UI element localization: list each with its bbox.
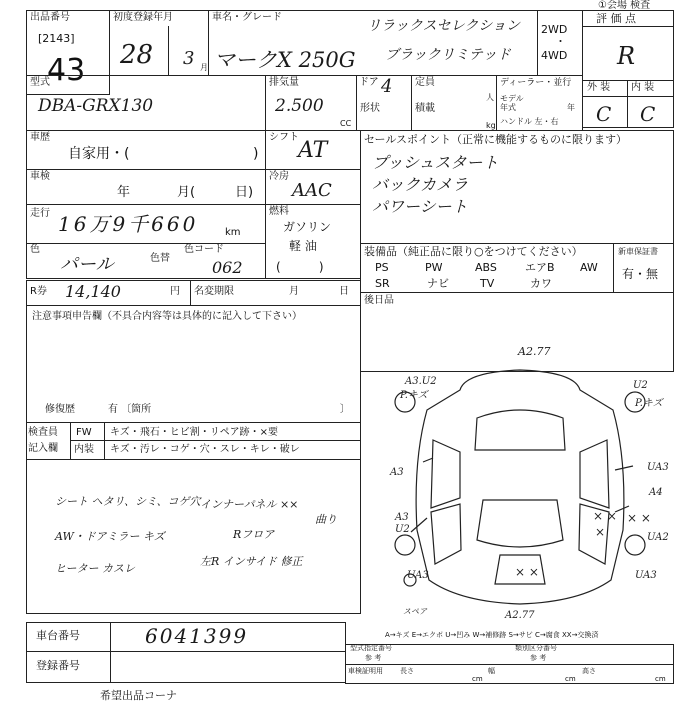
drive-2wd: 2WD <box>541 23 568 36</box>
equip-tv: TV <box>480 277 495 290</box>
mileage-value: 16万9千660 <box>58 212 199 236</box>
shape-label: 形状 <box>360 103 380 114</box>
first-reg-label: 初度登録年月 <box>113 12 173 23</box>
reg-label: 登録番号 <box>36 659 80 672</box>
inspector-row2-text: キズ・汚レ・コゲ・穴・スレ・キレ・破レ <box>110 444 300 455</box>
recycle-unit: 円 <box>170 286 180 297</box>
equip-ps: PS <box>375 261 389 274</box>
inspector-label2: 記入欄 <box>28 443 58 454</box>
type-label: 型式 <box>30 77 50 88</box>
ext-label: 外 装 <box>587 82 611 93</box>
int-grade: C <box>640 102 656 126</box>
shift-label: シフト <box>269 132 299 143</box>
color-code-value: 062 <box>212 258 243 277</box>
grade-line2: ブラックリミテッド <box>385 47 511 63</box>
color-change-label: 色替 <box>150 253 170 264</box>
ext-grade: C <box>596 102 612 126</box>
disp-value: 2.500 <box>275 96 324 116</box>
first-reg-month: 3 <box>183 48 195 69</box>
note-2: インナーパネル ×× <box>200 498 299 511</box>
grade-line1: リラックスセレクション <box>367 18 521 34</box>
sales-point-2: バックカメラ <box>372 175 469 194</box>
equip-abs: ABS <box>475 261 497 274</box>
mark-ua3-bottom: UA3 <box>635 570 657 581</box>
expiry-day: 日 <box>339 286 349 297</box>
note-6: ヒーター カスレ <box>55 562 136 575</box>
inspection-label: 車検 <box>30 171 50 182</box>
model-year-label2: 年式 <box>500 103 516 112</box>
top-note: ①会場 検査 <box>598 0 651 11</box>
month-unit: 月 <box>200 63 208 72</box>
height-label: 高さ <box>582 667 596 675</box>
drive-4wd: 4WD <box>541 49 568 62</box>
note-3: AW・ドアミラー キズ <box>55 530 165 543</box>
note-1: シート ヘタリ、シミ、コゲ穴 <box>55 495 201 508</box>
chassis-value: 6041399 <box>145 624 249 648</box>
aircon-label: 冷房 <box>269 171 289 182</box>
expiry-month: 月 <box>289 286 299 297</box>
mark-spare: スペア <box>403 607 427 616</box>
equip-pw: PW <box>425 261 443 274</box>
recycle-value: 14,140 <box>65 282 121 301</box>
equip-leather: カワ <box>530 277 552 290</box>
mark-p-left: P.キズ <box>400 390 428 401</box>
diagram-top-mark: A2.77 <box>518 345 551 358</box>
equip-airbag: エアB <box>525 261 555 274</box>
history-close: ) <box>253 146 259 162</box>
inspection-year: 年 <box>117 185 131 200</box>
damage-legend: A→キズ E→エクボ U→凹み W→補修跡 S→サビ C→腐食 XX→交換済 <box>385 631 599 639</box>
capacity-unit: 人 <box>486 93 494 102</box>
eval-score: R <box>617 42 636 70</box>
mark-ua2-right: UA2 <box>647 532 669 543</box>
mark-p-right: P.キズ <box>635 398 663 409</box>
fuel-gas: ガソリン <box>283 220 332 234</box>
inspector-row1-tag: FW <box>76 427 92 438</box>
color-label: 色 <box>30 244 40 255</box>
notes-label: 注意事項申告欄（不具合内容等は具体的に記入して下さい） <box>32 311 302 322</box>
mark-a3-top: A3.U2 <box>405 376 437 387</box>
note-5: 曲り <box>315 513 337 526</box>
notes-box <box>26 305 361 423</box>
mileage-unit: km <box>225 227 241 238</box>
mark-u2-low: U2 <box>395 524 410 535</box>
history-value: 自家用・( <box>68 146 130 162</box>
lot-number: 43 <box>47 53 86 88</box>
inspection-month: 月( <box>177 185 196 200</box>
repair-label: 修復歴 <box>45 404 75 415</box>
first-reg-year: 28 <box>120 40 154 70</box>
note-4: Rフロア <box>233 528 275 541</box>
shift-value: AT <box>298 138 328 163</box>
mark-a3-low: A3 <box>395 512 409 523</box>
handle-label: ハンドル 左・右 <box>500 117 559 126</box>
int-label: 内 装 <box>631 82 655 93</box>
eval-label: 評 価 点 <box>596 12 636 25</box>
after-label: 後日品 <box>364 295 394 306</box>
inspector-row2-tag: 内装 <box>74 444 94 455</box>
disp-label: 排気量 <box>269 77 299 88</box>
cert-label: 車検証明用 <box>348 667 383 675</box>
width-label: 幅 <box>488 667 495 675</box>
svg-text:× ×: × × <box>627 511 651 525</box>
equip-sr: SR <box>375 277 390 290</box>
model-name: マークX 250G <box>214 48 356 72</box>
repair-value: 有 〔箇所 <box>108 404 152 415</box>
mark-u2-right: U2 <box>633 380 648 391</box>
lot-label: 出品番号 <box>30 12 70 23</box>
model-label: 車名・グレード <box>212 12 282 23</box>
expiry-label: 名変期限 <box>194 286 234 297</box>
inspector-label1: 検査員 <box>28 427 58 438</box>
equipment-label: 装備品（純正品に限り○をつけてください） <box>364 245 583 258</box>
chassis-label: 車台番号 <box>36 629 80 642</box>
model-year-label1: モデル <box>500 94 524 103</box>
sales-point-3: パワーシート <box>372 197 468 216</box>
color-value: パール <box>60 254 114 275</box>
fuel-paren: ( ) <box>276 260 324 274</box>
mark-ua3-left: UA3 <box>407 570 429 581</box>
color-code-label: 色コード <box>184 244 224 255</box>
history-box <box>26 130 266 170</box>
warranty-value: 有・無 <box>622 267 659 281</box>
mark-ua3-right: UA3 <box>647 462 669 473</box>
disp-unit: CC <box>340 119 352 128</box>
year-unit: 年 <box>567 103 575 112</box>
lot-code: [2143] <box>38 32 75 45</box>
hope-corner-label: 希望出品コーナ <box>100 689 177 702</box>
width-cm: cm <box>565 675 576 683</box>
load-label: 積載 <box>415 103 435 114</box>
equip-navi: ナビ <box>427 277 449 290</box>
ref-label: 参 考 <box>365 654 382 662</box>
door-value: 4 <box>381 76 393 97</box>
sales-label: セールスポイント（正常に機能するものに限ります） <box>364 133 628 146</box>
warranty-label: 新車保証書 <box>618 247 658 256</box>
type-value: DBA-GRX130 <box>38 96 154 116</box>
load-unit: kg <box>486 121 496 130</box>
svg-text:× ×: × × <box>593 509 617 523</box>
inspection-day: 日) <box>235 185 254 200</box>
mark-a2-rear: A2.77 <box>505 610 535 621</box>
repair-close: 〕 <box>340 404 350 415</box>
aircon-value: AAC <box>292 180 332 201</box>
mark-a3-mid: A3 <box>390 467 404 478</box>
length-cm: cm <box>472 675 483 683</box>
note-7: 左R インサイド 修正 <box>200 555 303 568</box>
recycle-label: R券 <box>30 286 47 297</box>
drive-dot: ・ <box>555 35 566 48</box>
inspector-row1-text: キズ・飛石・ヒビ割・リペア跡・×要 <box>110 427 278 438</box>
fuel-label: 燃料 <box>269 206 289 217</box>
history-label: 車歴 <box>30 132 50 143</box>
fuel-diesel: 軽 油 <box>289 239 317 253</box>
length-label: 長さ <box>400 667 414 675</box>
dealer-label: ディーラー・並行 <box>500 78 572 88</box>
capacity-label: 定員 <box>415 77 435 88</box>
mileage-label: 走行 <box>30 208 50 219</box>
inspection-box <box>26 169 266 205</box>
svg-text:× ×: × × <box>515 565 539 579</box>
mark-a4-right: A4 <box>649 487 663 498</box>
car-damage-diagram <box>365 340 675 630</box>
sales-point-1: プッシュスタート <box>372 153 499 172</box>
class-label: 類別区分番号 <box>515 644 557 652</box>
ref-label-2: 参 考 <box>530 654 547 662</box>
equip-aw: AW <box>580 261 598 274</box>
height-cm: cm <box>655 675 666 683</box>
spec-no-label: 型式指定番号 <box>350 644 392 652</box>
svg-text:×: × <box>595 525 606 539</box>
door-label: ドア <box>359 77 379 88</box>
